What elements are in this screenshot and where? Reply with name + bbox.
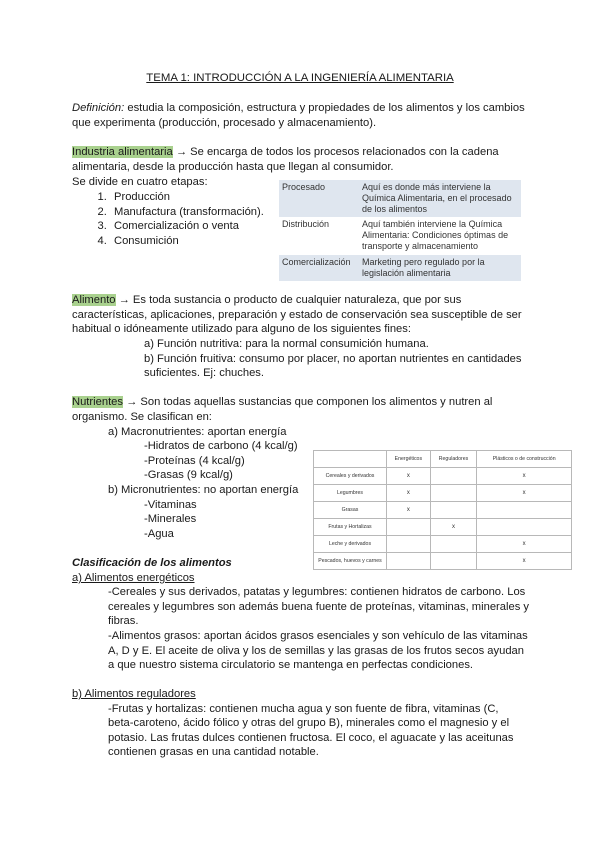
table-cell: Cereales y derivados	[314, 468, 387, 485]
paragraph-line: -Frutas y hortalizas: contienen mucha agua y son fuente de fibra, vitaminas (C,	[108, 703, 499, 715]
paragraph-line: -Alimentos grasos: aportan ácidos grasos esenciales y son vehículo de las vitaminas	[108, 630, 528, 642]
table-row	[314, 502, 572, 519]
table-row	[279, 217, 521, 255]
table-cell: Grasas	[314, 502, 387, 519]
paragraph-line: contienen grasas en una cantidad notable.	[108, 746, 319, 758]
stages-list	[72, 190, 264, 248]
industry-line-2: alimentaria, desde la producción hasta que llegan al consumidor.	[72, 161, 394, 173]
table-row	[279, 180, 521, 217]
table-cell: Aquí también interviene la Química Alimentaria: Condiciones óptimas de transporte y almacenamiento	[362, 219, 509, 251]
table-row	[314, 485, 572, 502]
regulatory-foods-heading: b) Alimentos reguladores	[72, 688, 196, 700]
table-cell: x	[477, 468, 572, 485]
table-cell: Procesado	[279, 180, 359, 217]
table-cell: Frutas y Hortalizas	[314, 519, 387, 536]
table-cell: Pescados, huevos y carnes	[314, 553, 387, 570]
list-item: -Proteínas (4 kcal/g)	[144, 455, 245, 467]
table-cell: x	[387, 485, 431, 502]
table-cell: Comercialización	[279, 255, 359, 281]
definition-line-1: Definición: estudia la composición, estructura y propiedades de los alimentos y los cambios	[72, 102, 525, 114]
table-cell	[387, 519, 431, 536]
paragraph-line: A, D y E. El aceite de oliva y los de semillas y las grasas de los frutos secos ayudan	[108, 645, 524, 657]
classification-heading: Clasificación de los alimentos	[72, 557, 232, 569]
definition-line-2: que experimenta (producción, procesado y almacenamiento).	[72, 117, 377, 129]
list-item: -Minerales	[144, 513, 197, 525]
nutrients-line-1: Nutrientes → Son todas aquellas sustancias que componen los alimentos y nutren al	[72, 396, 493, 408]
nutrients-term: Nutrientes	[72, 396, 123, 408]
table-cell	[387, 536, 431, 553]
micronutrients: b) Micronutrientes: no aportan energía	[108, 484, 299, 496]
table-cell: x	[477, 536, 572, 553]
macronutrients: a) Macronutrientes: aportan energía	[108, 426, 287, 438]
table-header: Energéticos	[387, 451, 431, 468]
table-cell	[430, 485, 477, 502]
table-row	[279, 255, 521, 281]
paragraph-line: potasio. Las frutas dulces contienen fructosa. El coco, el aguacate y las aceitunas	[108, 732, 514, 744]
table-cell: Aquí es donde más interviene la Química Alimentaria, en el procesado de los alimentos	[359, 180, 521, 217]
food-line-3: habitual o idóneamente utilizado para alguno de los siguientes fines:	[72, 323, 411, 335]
food-function-a: a) Función nutritiva: para la normal consumición humana.	[144, 338, 429, 350]
page-title: TEMA 1: INTRODUCCIÓN A LA INGENIERÍA ALIMENTARIA	[146, 72, 454, 84]
table-row	[314, 536, 572, 553]
table-cell	[387, 553, 431, 570]
table-row	[314, 519, 572, 536]
food-term: Alimento	[72, 294, 116, 306]
nutrients-line-2: organismo. Se clasifican en:	[72, 411, 212, 423]
food-line-2: características, aplicaciones, preparación y estado de conservación sea susceptible de ser	[72, 309, 522, 321]
industry-line-3: Se divide en cuatro etapas:	[72, 176, 208, 188]
table-cell: Marketing pero regulado por la legislación alimentaria	[359, 255, 521, 281]
list-item: 2. Manufactura (transformación).	[110, 205, 264, 220]
industry-line-1: Industria alimentaria → Se encarga de todos los procesos relacionados con la cadena	[72, 146, 499, 158]
table-cell: x	[477, 485, 572, 502]
food-classification-table	[313, 450, 572, 570]
paragraph-line: cereales y legumbres son además buena fuente de proteínas, vitaminas, minerales y	[108, 601, 530, 613]
table-cell: Leche y derivados	[314, 536, 387, 553]
list-item: -Vitaminas	[144, 499, 197, 511]
table-header: Plásticos o de construcción	[477, 451, 572, 468]
food-function-b-1: b) Función fruitiva: consumo por placer, no aportan nutrientes en cantidades	[144, 353, 522, 365]
list-item: 4. Consumición	[110, 234, 264, 249]
table-cell: x	[477, 553, 572, 570]
table-cell: Legumbres	[314, 485, 387, 502]
table-cell	[430, 536, 477, 553]
stages-table	[279, 180, 521, 281]
paragraph-line: -Cereales y sus derivados, patatas y legumbres: contienen hidratos de carbono. Los	[108, 586, 526, 598]
table-header	[314, 451, 387, 468]
energetic-foods-heading: a) Alimentos energéticos	[72, 572, 195, 584]
table-cell: x	[430, 519, 477, 536]
table-cell	[430, 468, 477, 485]
table-cell	[477, 502, 572, 519]
table-cell	[430, 553, 477, 570]
table-cell: x	[387, 468, 431, 485]
table-header: Reguladores	[430, 451, 477, 468]
table-cell	[477, 519, 572, 536]
table-cell: x	[387, 502, 431, 519]
list-item: -Hidratos de carbono (4 kcal/g)	[144, 440, 298, 452]
paragraph-line: beta-caroteno, ácido fólico y otras del grupo B), minerales como el magnesio y el	[108, 717, 510, 729]
food-line-1: Alimento → Es toda sustancia o producto de cualquier naturaleza, que por sus	[72, 294, 462, 306]
table-cell: Distribución	[282, 219, 330, 229]
industry-term: Industria alimentaria	[72, 146, 173, 158]
list-item: 1. Producción	[110, 190, 264, 205]
list-item: -Agua	[144, 528, 174, 540]
definition-label: Definición:	[72, 102, 125, 114]
table-row	[314, 553, 572, 570]
list-item: 3. Comercialización o venta	[110, 219, 264, 234]
food-function-b-2: suficientes. Ej: chuches.	[144, 367, 265, 379]
table-header-row	[314, 451, 572, 468]
table-row	[314, 468, 572, 485]
paragraph-line: a que nuestro sistema circulatorio se mantenga en perfectas condiciones.	[108, 659, 474, 671]
paragraph-line: fibras.	[108, 615, 139, 627]
table-cell	[430, 502, 477, 519]
list-item: -Grasas (9 kcal/g)	[144, 469, 233, 481]
